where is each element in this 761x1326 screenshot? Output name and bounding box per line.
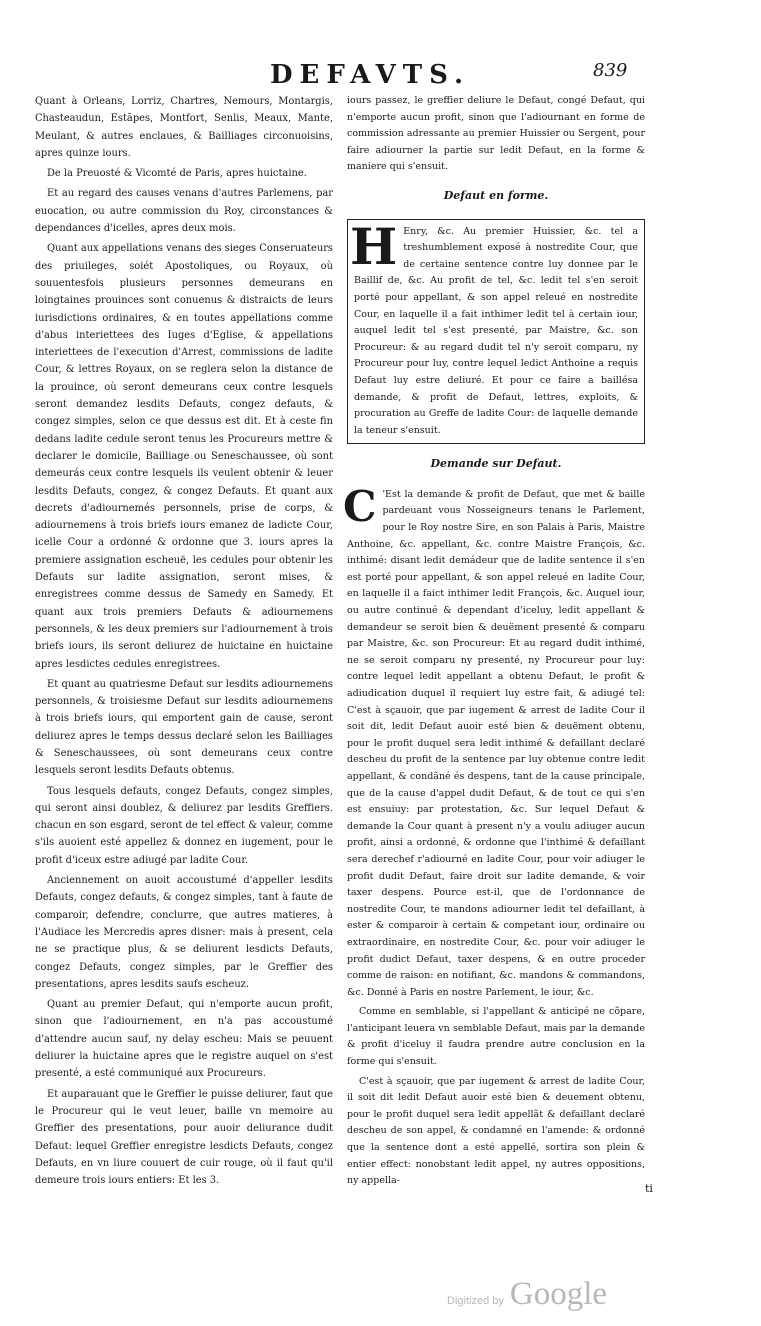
paragraph: Quant au premier Defaut, qui n'emporte aucun profit, sinon que l'adiournement, en n'a pas accoustumé d'attendre aucun sauf, ny delay escheu: Mais se peuuent deliurer la huictaine apres que le registre auquel on s'est presenté, a esté communiqué aux Procureurs. — [35, 999, 333, 1080]
paragraph: iours passez, le greffier deliure le Defaut, congé Defaut, qui n'emporte aucun profit, sinon que l'adiournant en forme de commission adressante au premier Huissier ou Sergent, pour faire adiourner la partie sur ledit Defaut, en la forme & maniere qui s'ensuit. — [347, 95, 645, 173]
paragraph: Et quant au quatriesme Defaut sur lesdits adiournemens personnels, & troisiesme Defaut sur lesdits adiournemens à trois briefs iours, qui emportent gain de cause, seront deliurez apres le temps dessus declaré selon les Bailliages & Seneschaussees, où sont demeurans ceux contre lesquels seront lesdits Defauts obtenus. — [35, 678, 333, 777]
section-heading-demande-sur-defaut: Demande sur Defaut. — [430, 457, 562, 471]
paragraph — [343, 481, 645, 1001]
paragraph: Quant aux appellations venans des sieges Conseruateurs des priuileges, soiét Apostoliques, ou Royaux, où souuentesfois plusieurs personnes demeurans en loingtaines prouinces sont conuenus & distraicts de leurs iurisdictions ordinaires, & en toutes appellations comme d'abus interiettees des Iuges d'Eglise, & appellations interiettees de l'execution d'Arrest, commissions de ladite Cour, & lettres Royaux, on se reglera selon la distance de la prouince, où seront demeurans ceux contre lesquels seront demandez lesdits Defauts, congez defauts, & congez simples, selon ce que dessus est dit. Et à ceste fin dedans ladite cedule seront tenus les Procureurs mettre & declarer le domicile, Bailliage ou Seneschaussee, où sont demeurás ceux contre lesquels ils veulent obtenir & leuer lesdits Defauts, congez, & congez Defauts. Et quant aux decrets d'adiournemés personnels, prise de corps, & adiournemens à trois briefs iours emanez de ladicte Cour, icelle Cour a ordonné & ordonne que 3. iours apres la premiere assignation escheuë, les cedules pour obtenir les Defauts sur ladite assignation, seront mises, & enregistrees comme dessus de Samedy en Samedy. Et quant aux trois premiers Defauts & adiournemens personnels, & les deux premiers sur l'adiournement à trois briefs iours, ils seront deliurez de huictaine en huictaine apres lesdictes cedules enregistrees. — [35, 243, 333, 670]
watermark-prefix: Digitized by — [447, 1295, 504, 1307]
google-logo: Google — [509, 1276, 608, 1312]
paragraph: Tous lesquels defauts, congez Defauts, congez simples, qui seront ainsi doublez, & deliurez par lesdits Greffiers. chacun en son esgard, seront de tel effect & valeur, comme s'ils auoient esté appellez & donnez en iugement, pour le profit d'iceux estre adiugé par ladite Cour. — [35, 785, 333, 866]
boxed-formula — [347, 216, 645, 445]
right-column — [343, 93, 645, 1193]
paragraph: Comme en semblable, si l'appellant & anticipé ne cõpare, l'anticipant leuera vn semblable Defaut, mais par la demande & profit d'iceluy il faudra prendre autre conclusion en la forme qui s'ensuit. — [347, 1006, 645, 1068]
left-column — [35, 93, 333, 1192]
section-heading-defaut-en-forme: Defaut en forme. — [443, 188, 549, 202]
catchword: ti — [645, 1182, 653, 1195]
page-number: 839 — [593, 60, 628, 81]
demande-text: 'Est la demande & profit de Defaut, que met & baille pardeuant vous Nosseigneurs tenans le Parlement, pour le Roy nostre Sire, en son Palais à Paris, Maistre Anthoine, &c. appellant, &c. contre Maistre François, &c. inthimé: disant ledit demádeur que de ladite sentence il s'en est porté pour appellant, & son appel releué en ladite Cour, en laquelle il a faict inthimer ledit François, &c. Auquel iour, ou autre continué & dependant d'iceluy, ledit appellant & demandeur se seroit bien & deuëment presenté & comparu par Maistre, &c. son Procureur: Et au regard dudit inthimé, ne se seroit comparu ny presenté, ny Procureur pour luy: contre lequel ledit appellant a obtenu Defaut, le profit & adiudication duquel il requiert luy estre fait, & adiugé tel: C'est à sçauoir, que par iugement & arrest de ladite Cour il soit dit, ledit Defaut auoir esté bien & deuëment obtenu, pour le profit duquel sera ledit inthimé & defaillant declaré descheu du profit de la sentence par luy obtenue contre ledit appellant, & condãné és despens, tant de la cause principale, que de la cause d'appel dudit Defaut, & de tout ce qui s'en est ensuiuy: par protestation, &c. Sur lequel Defaut & demande la Cour quant à present n'y a voulu adiuger aucun profit, ainsi a ordonné, & ordonne que l'inthimé & defaillant sera derechef r'adiourné en ladite Cour, pour voir adiuger le profit dudit Defaut, faire droit sur ladite demande, & voir taxer despens. Pource est-il, que de l'ordonnance de nostredite Cour, te mandons adiourner ledit tel defaillant, à ester & comparoir à certain & competant iour, ordinaire ou extraordinaire, en nostredite Cour, &c. pour voir adiuger le profit dudict Defaut, taxer despens, & en outre proceder comme de raison: en notifiant, &c. mandons & commandons, &c. Donné à Paris en nostre Parlement, le iour, &c. — [347, 488, 645, 998]
paragraph: Quant à Orleans, Lorriz, Chartres, Nemours, Montargis, Chasteaudun, Estãpes, Montfort, Senlis, Meaux, Mante, Meulant, & autres enclaues, & Bailliages circonuoisins, apres quinze iours. — [35, 96, 333, 159]
running-title: DEFAVTS. — [270, 60, 471, 90]
formula-text: Enry, &c. Au premier Huissier, &c. tel a treshumblement exposé à nostredite Cour, que de certaine sentence contre luy donnee par le Baillif de, &c. Au profit de tel, &c. ledit tel s'en seroit porté pour appellant, & son appel releué en nostredite Cour, en laquelle il a fait inthimer ledit tel à certain iour, auquel ledit tel s'est presenté, par Maistre, &c. son Procureur: & au regard dudit tel n'y seroit comparu, ny Procureur pour luy, contre lequel ledict Anthoine a requis Defaut luy estre deliuré. Et pour ce faire a baillésa demande, & profit de Defaut, lettres, exploits, & procuration au Greffe de ladite Cour: de laquelle demande la teneur s'ensuit. — [354, 225, 638, 436]
paragraph: C'est à sçauoir, que par iugement & arrest de ladite Cour, il soit dit ledit Defaut auoir esté bien & deuement obtenu, pour le profit duquel sera ledit appellãt & defaillant declaré descheu de son appel, & condamné en l'amende: & ordonné que la sentence dont a esté appellé, sortira son plein & entier effect: nonobstant ledit appel, ny autres oppositions, ny appella- — [347, 1075, 645, 1187]
paragraph: Et au regard des causes venans d'autres Parlemens, par euocation, ou autre commission du Roy, circonstances & dependances d'icelles, apres deux mois. — [35, 188, 333, 235]
paragraph: De la Preuosté & Vicomté de Paris, apres huictaine. — [47, 168, 307, 180]
paragraph: Anciennement on auoit accoustumé d'appeller lesdits Defauts, congez defauts, & congez simples, tant à faute de comparoir, defendre, conclurre, que autres matieres, à l'Audiace les Mercredis apres disner: mais à present, cela ne se practique plus, & se deliurent lesdicts Defauts, congez Defauts, congez simples, par le Greffier des presentations, apres lesdits saufs escheuz. — [35, 875, 333, 990]
drop-cap: H — [350, 216, 398, 276]
paragraph: Et auparauant que le Greffier le puisse deliurer, faut que le Procureur qui le veut leuer, baille vn memoire au Greffier des presentations, pour auoir deliurance dudit Defaut: lequel Greffier enregistre lesdicts Defauts, congez Defauts, en vn liure couuert de cuir rouge, où il faut qu'il demeure trois iours entiers: Et les 3. — [35, 1088, 333, 1187]
google-watermark — [447, 1276, 607, 1313]
drop-cap: C — [343, 481, 377, 531]
